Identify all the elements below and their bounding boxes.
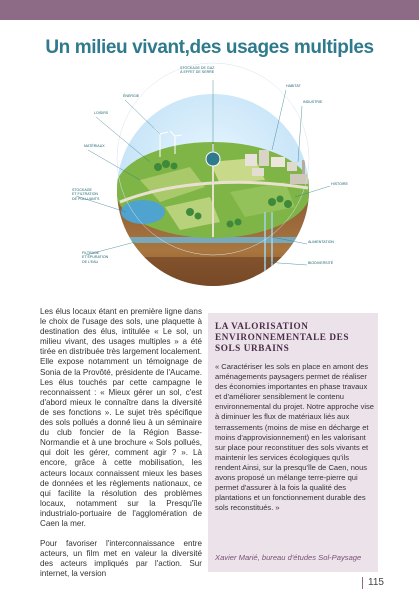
page-number: 115: [368, 577, 384, 588]
sidebar-quote: « Caractériser les sols en place en amont des aménagements paysagers permet de réaliser des économies importantes en phase travaux et d'améliorer sensiblement le contenu environnemental du projet. Notre approche vise à diminuer les flux de matériaux liés aux terrassements (moins de mise en décharge et moins d'approvisionnement) en les valorisant sur place pour reconstituer des sols vivants et maintenir les services écologiques qu'ils rendent Ainsi, sur la presqu'île de Caen, nous avons proposé un mélange terre-pierre qui permet d'assurer à la fois la qualité des plantations et un fonctionnement durable des sols reconstitués. »: [215, 362, 374, 513]
top-color-band: [0, 0, 419, 20]
label-industrie: INDUSTRIE: [303, 100, 323, 104]
label-stockage-filtration: STOCKAGE ET FILTRATION DE POLLUANTS: [72, 188, 100, 201]
sidebar-box: [208, 313, 378, 572]
co2-icon: [206, 152, 220, 166]
label-loisirs: LOISIRS: [94, 111, 109, 115]
sidebar-title: LA VALORISATION ENVIRONNEMENTALE DES SOLS URBAINS: [215, 321, 350, 353]
lake: [121, 200, 165, 224]
sidebar-author: Xavier Marié, bureau d'études Sol-Paysage: [215, 553, 362, 562]
label-materiaux: MATÉRIAUX: [84, 144, 105, 148]
page-number-rule: [362, 577, 363, 589]
label-alimentation: ALIMENTATION: [308, 240, 335, 244]
label-histoire: HISTOIRE: [331, 182, 348, 186]
globe-soil-diagram: [40, 62, 390, 300]
label-stockage: STOCKAGE DE GAZ À EFFET DE SERRE: [180, 66, 215, 75]
label-habitat: HABITAT: [286, 84, 301, 88]
label-filtrage: FILTRAGE ET ÉPURATION DE L'EAU: [82, 251, 109, 264]
soil-uses-illustration: [40, 62, 390, 300]
main-body-text: [40, 307, 202, 579]
label-biodiversite: BIODIVERSITÉ: [308, 261, 334, 265]
label-energie: ÉNERGIE: [123, 94, 140, 98]
page-title: Un milieu vivant,des usages multiples: [45, 37, 374, 58]
body-paragraph-2: Pour favoriser l'interconnaissance entre acteurs, un film met en valeur la diversité des acteurs impliqués par l'action. Sur internet, la version: [40, 539, 202, 579]
body-paragraph-1: Les élus locaux étant en première ligne dans le choix de l'usage des sols, une plaquette à destination des élus, intitulée « Le sol, un milieu vivant, des usages multiples » a été tirée en distribuée très largement localement. Elle expose notamment un témoignage de Sonia de la Provôté, présidente de l'Aucame. Les élus touchés par cette campagne le reconnaissent : « Mieux gérer un sol, c'est d'abord mieux le connaître dans la diversité de ses fonctions ». Le sujet très spécifique des sols pollués a donné lieu à un séminaire du club foncier de la Région Basse-Normandie et à une brochure « Sols pollués, qui doit les gérer, comment agir ? ». Là encore, grâce à cette mobilisation, les acteurs locaux connaissent mieux les bases de données et les règlements nationaux, ce qui facilite la résolution des problèmes locaux, notamment sur la Presqu'île industrialo-portuaire de l'agglomération de Caen la mer.: [40, 307, 202, 528]
